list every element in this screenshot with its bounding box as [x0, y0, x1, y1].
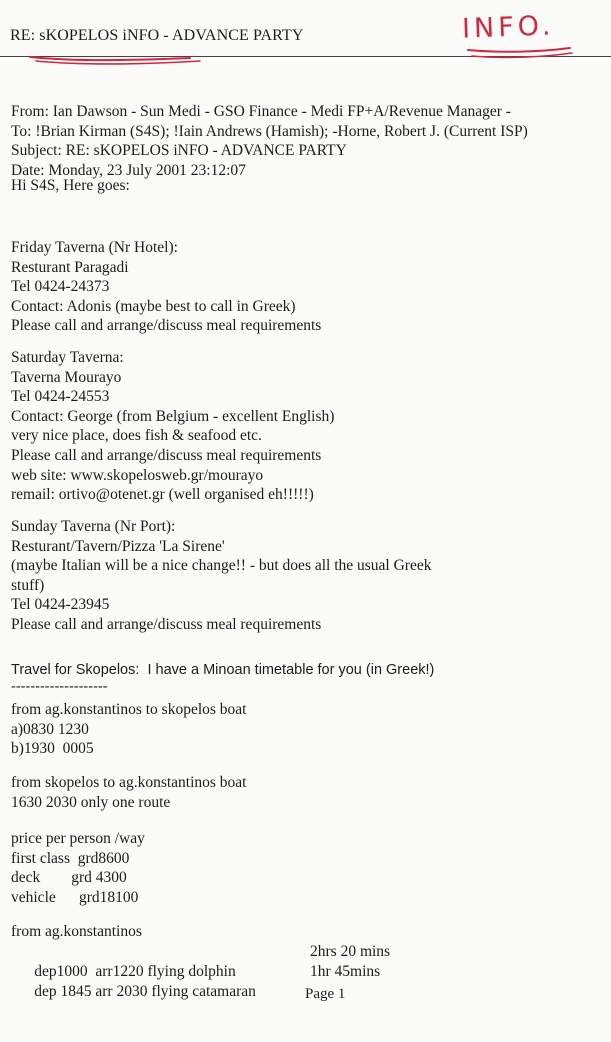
text-line: Resturant Paragadi — [11, 258, 129, 276]
email-from-line: From: Ian Dawson - Sun Medi - GSO Finance - Medi FP+A/Revenue Manager - — [11, 103, 511, 120]
text-line: Tel 0424-24373 — [11, 278, 110, 296]
saturday-taverna-section — [11, 348, 334, 505]
schedule-cell: dep1000 arr1220 flying dolphin — [34, 962, 236, 980]
web-site-line: web site: www.skopelosweb.gr/mourayo — [11, 466, 264, 484]
text-line: first class grd8600 — [11, 849, 130, 867]
text-line: Please call and arrange/discuss meal requirements — [11, 615, 322, 633]
email-date-line: Date: Monday, 23 July 2001 23:12:07 — [11, 161, 246, 179]
text-line: Contact: Adonis (maybe best to call in Greek) — [11, 297, 296, 315]
text-line: Taverna Mourayo — [11, 368, 122, 386]
email-to-line: To: !Brian Kirman (S4S); !Iain Andrews (Hamish); -Horne, Robert J. (Current ISP) — [11, 122, 528, 140]
text-line: Saturday Taverna: — [11, 349, 124, 366]
text-line: from skopelos to ag.konstantinos boat — [11, 774, 247, 791]
email-subject-line: Subject: RE: sKOPELOS iNFO - ADVANCE PARTY — [11, 142, 347, 160]
return-boat-section — [11, 773, 247, 812]
text-line: b)1930 0005 — [11, 740, 94, 758]
email-meta — [11, 102, 528, 180]
schedule-cell: dep 1845 arr 2030 flying catamaran — [34, 982, 256, 1000]
outbound-boat-section — [11, 700, 247, 759]
text-line: a)0830 1230 — [11, 720, 89, 738]
text-line: price per person /way — [11, 830, 145, 847]
text-line: Please call and arrange/discuss meal requirements — [11, 317, 322, 335]
text-line: stuff) — [11, 576, 45, 594]
text-line: Please call and arrange/discuss meal requirements — [11, 446, 322, 464]
price-section — [11, 829, 145, 907]
duration-cell: 2hrs 20 mins — [310, 942, 391, 960]
email-address-line: remail: ortivo@otenet.gr (well organised eh!!!!!) — [11, 486, 314, 504]
text-line: Contact: George (from Belgium - excellent English) — [11, 407, 335, 425]
text-line: very nice place, does fish & seafood etc. — [11, 427, 262, 445]
greeting-line: Hi S4S, Here goes: — [11, 177, 130, 194]
text-line: 1630 2030 only one route — [11, 793, 171, 811]
text-line: deck grd 4300 — [11, 869, 127, 887]
text-line: (maybe Italian will be a nice change!! - but does all the usual Greek — [11, 557, 432, 575]
text-line: Friday Taverna (Nr Hotel): — [11, 239, 178, 256]
sunday-taverna-section — [11, 517, 431, 635]
handwritten-info-note: INFO. — [461, 10, 555, 45]
friday-taverna-section — [11, 238, 321, 336]
travel-heading: Travel for Skopelos: I have a Minoan timetable for you (in Greek!) — [11, 662, 435, 678]
travel-divider: -------------------- — [11, 678, 108, 695]
duration-cell: 1hr 45mins — [310, 962, 381, 980]
document-header-title: RE: sKOPELOS iNFO - ADVANCE PARTY — [10, 27, 304, 44]
text-line: Sunday Taverna (Nr Port): — [11, 518, 176, 535]
text-line: from ag.konstantinos to skopelos boat — [11, 701, 247, 718]
email-greeting — [11, 176, 130, 196]
text-line: vehicle grd18100 — [11, 888, 139, 906]
travel-section — [11, 661, 434, 695]
flying-heading: from ag.konstantinos — [11, 923, 142, 940]
page-number: Page 1 — [305, 986, 346, 1002]
text-line: Tel 0424-23945 — [11, 596, 110, 614]
text-line: Tel 0424-24553 — [11, 388, 110, 406]
text-line: Resturant/Tavern/Pizza 'La Sirene' — [11, 537, 225, 555]
